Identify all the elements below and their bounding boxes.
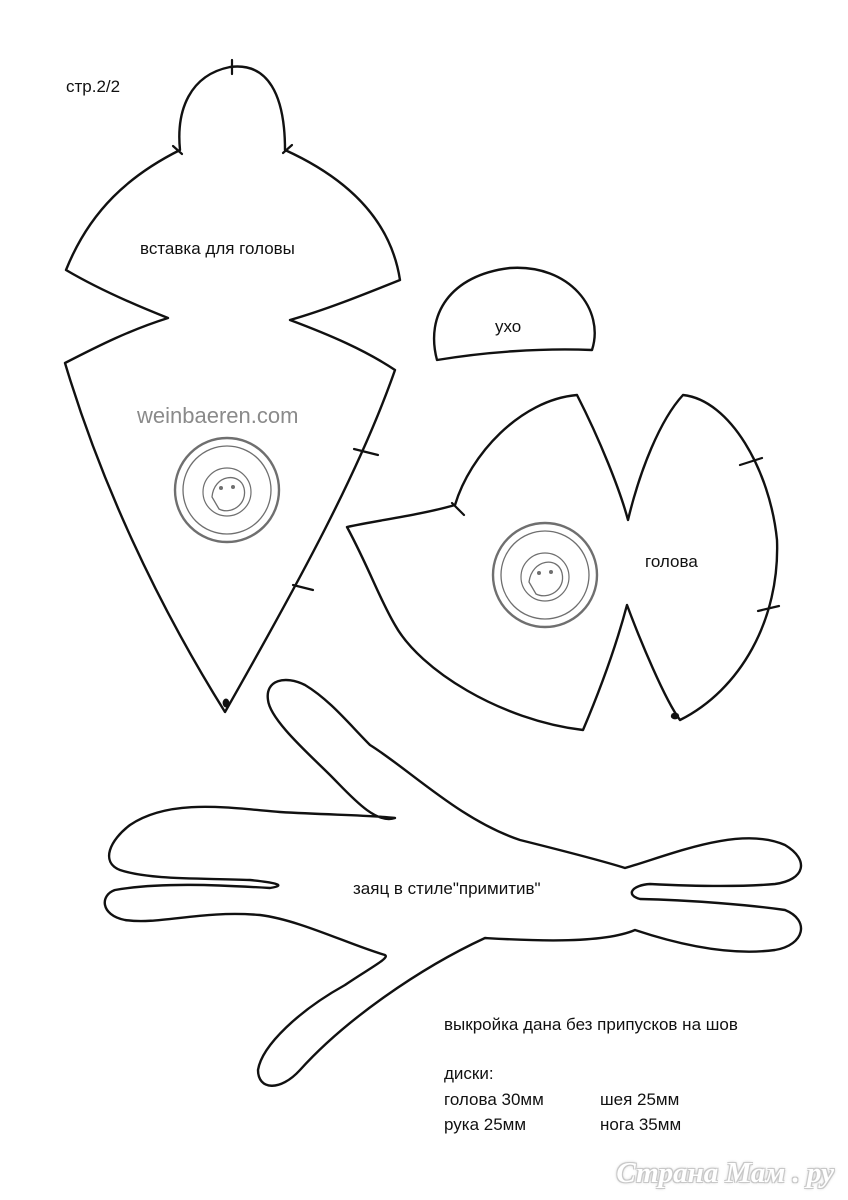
head-label: голова [645,552,698,571]
body-label: заяц в стиле"примитив" [353,879,541,898]
notch-mark [740,458,762,465]
head-insert-label: вставка для головы [140,239,295,258]
notch-mark [293,585,313,590]
ear-label: ухо [495,317,522,336]
author-stamp [493,523,597,627]
site-logo: Страна Мам . ру [616,1157,834,1189]
alignment-dot [223,699,230,708]
page-number: стр.2/2 [66,77,121,96]
disk-leg: нога 35мм [600,1115,682,1134]
seam-allowance-note: выкройка дана без припусков на шов [444,1015,738,1034]
disk-head: голова 30мм [444,1090,544,1109]
ear-piece [434,268,595,360]
notch-mark [452,503,464,515]
head-insert-piece [65,67,400,712]
disk-arm: рука 25мм [444,1115,527,1134]
disks-title: диски: [444,1064,494,1083]
notch-mark [354,449,378,455]
alignment-dot [671,713,679,720]
author-stamp [175,438,279,542]
watermark-text: weinbaeren.com [137,403,299,428]
head-piece [347,395,777,730]
disk-neck: шея 25мм [600,1090,680,1109]
